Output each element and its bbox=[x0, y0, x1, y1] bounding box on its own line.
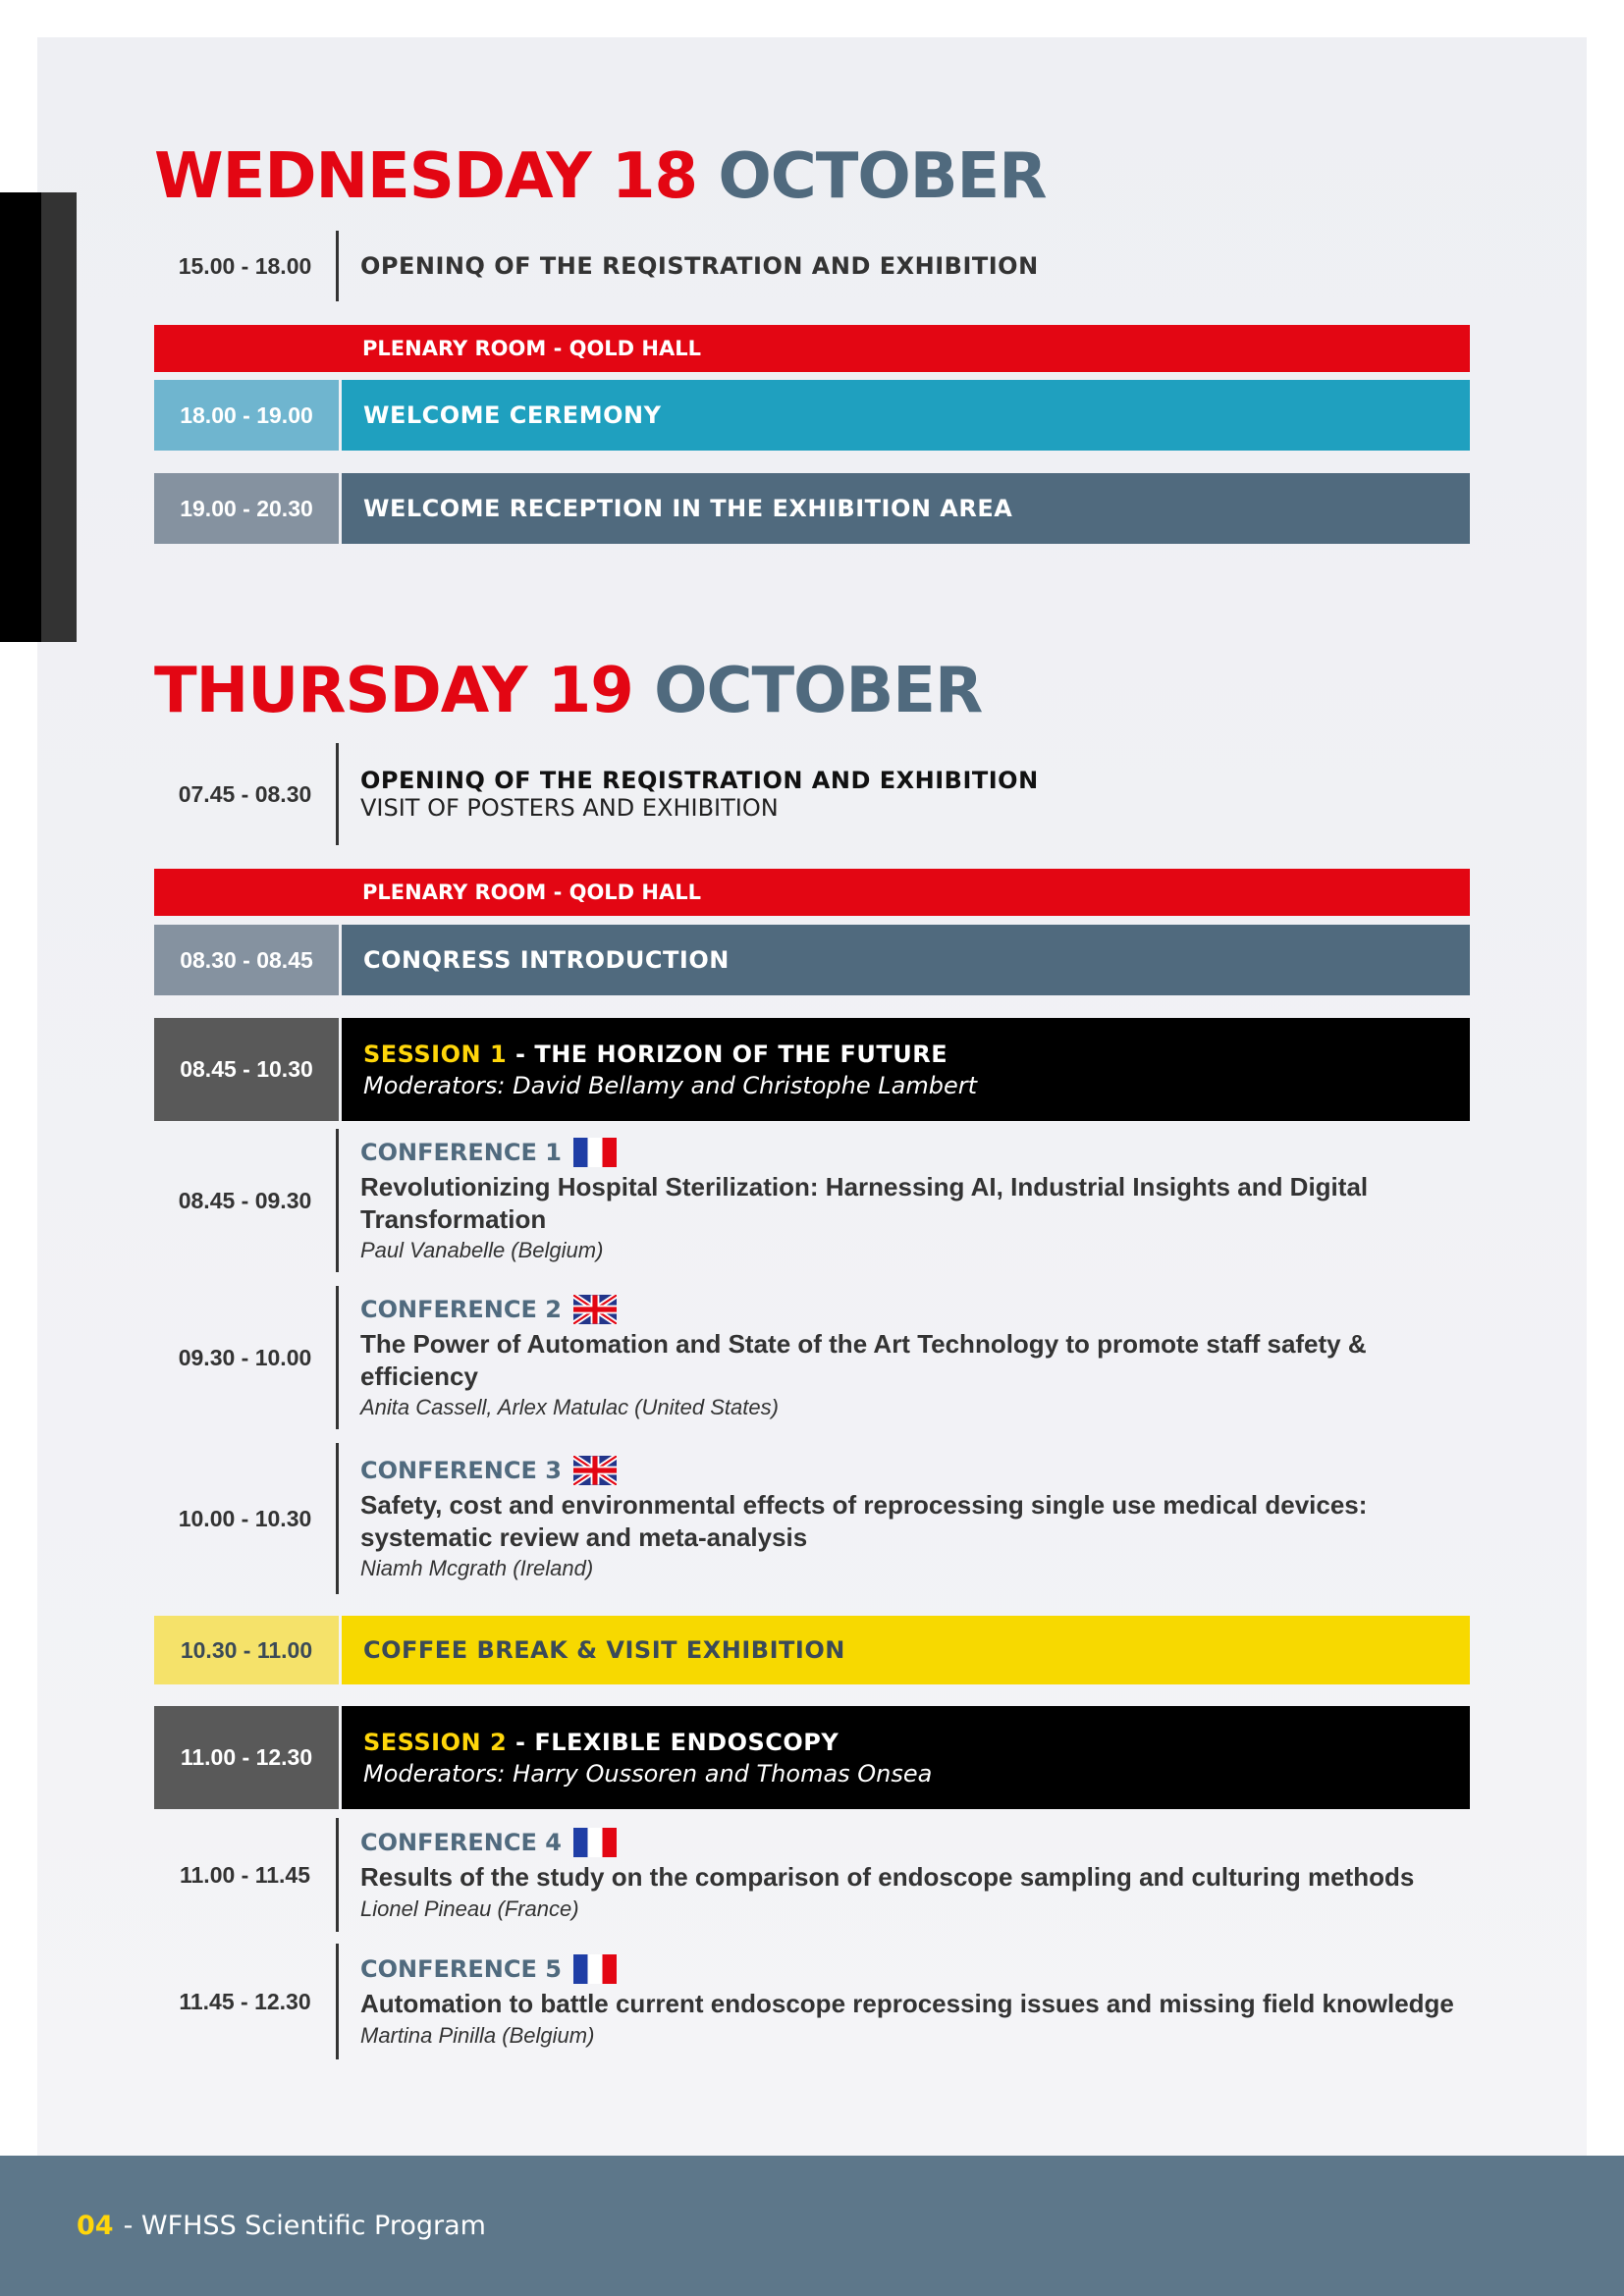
time-slot: 19.00 - 20.30 bbox=[154, 473, 339, 544]
day-month: OCTOBER bbox=[718, 140, 1047, 213]
time-slot: 11.45 - 12.30 bbox=[154, 1944, 339, 2059]
conference-label: CONFERENCE 5 bbox=[360, 1955, 562, 1984]
session-1-header bbox=[154, 1018, 1470, 1121]
session-title: - THE HORIZON OF THE FUTURE bbox=[507, 1040, 948, 1068]
conference-title: The Power of Automation and State of the Art Technology to promote staff safety & efficiency bbox=[360, 1329, 1367, 1391]
agenda-item-opening-thu bbox=[154, 743, 1470, 845]
conference-4 bbox=[154, 1818, 1470, 1932]
item-title: COFFEE BREAK & VISIT EXHIBITION bbox=[363, 1636, 845, 1664]
session-moderators: Moderators: Harry Oussoren and Thomas Onsea bbox=[363, 1759, 933, 1788]
time-slot: 08.45 - 10.30 bbox=[154, 1018, 339, 1121]
time-slot: 09.30 - 10.00 bbox=[154, 1286, 339, 1429]
item-title: WELCOME RECEPTION IN THE EXHIBITION AREA bbox=[363, 495, 1013, 522]
agenda-item-opening-wed bbox=[154, 231, 1470, 301]
time-slot: 10.00 - 10.30 bbox=[154, 1443, 339, 1594]
uk-flag-icon bbox=[573, 1295, 617, 1324]
day-name: WEDNESDAY 18 bbox=[154, 140, 698, 213]
conference-title: Revolutionizing Hospital Sterilization: Harnessing AI, Industrial Insights and Digital Transformation bbox=[360, 1172, 1369, 1234]
conference-title: Safety, cost and environmental effects of reprocessing single use medical devices: systematic review and meta-analysis bbox=[360, 1490, 1368, 1552]
item-subtitle: VISIT OF POSTERS AND EXHIBITION bbox=[360, 794, 779, 822]
conference-speaker: Anita Cassell, Arlex Matulac (United States) bbox=[360, 1395, 779, 1419]
agenda-item-reception bbox=[154, 473, 1470, 544]
conference-title: Automation to battle current endoscope reprocessing issues and missing field knowledge bbox=[360, 1989, 1454, 2019]
day-heading-wednesday bbox=[154, 140, 1047, 213]
day-name: THURSDAY 19 bbox=[154, 655, 633, 727]
time-slot: 08.45 - 09.30 bbox=[154, 1129, 339, 1272]
conference-label: CONFERENCE 2 bbox=[360, 1296, 562, 1323]
time-slot: 08.30 - 08.45 bbox=[154, 925, 339, 995]
conference-2 bbox=[154, 1286, 1470, 1429]
conference-label: CONFERENCE 1 bbox=[360, 1139, 562, 1166]
day-month: OCTOBER bbox=[654, 655, 983, 727]
conference-speaker: Niamh Mcgrath (Ireland) bbox=[360, 1556, 594, 1580]
time-slot: 15.00 - 18.00 bbox=[154, 231, 339, 301]
agenda-item-coffee-break bbox=[154, 1616, 1470, 1684]
conference-label: CONFERENCE 3 bbox=[360, 1457, 562, 1484]
time-slot: 11.00 - 11.45 bbox=[154, 1818, 339, 1932]
item-title: OPENINQ OF THE REQISTRATION AND EXHIBITION bbox=[360, 252, 1039, 280]
page-number: 04 bbox=[77, 2211, 114, 2241]
page-footer bbox=[0, 2156, 1624, 2296]
conference-speaker: Lionel Pineau (France) bbox=[360, 1896, 579, 1921]
footer-title: - WFHSS Scientific Program bbox=[123, 2211, 486, 2241]
conference-title: Results of the study on the comparison of endoscope sampling and culturing methods bbox=[360, 1862, 1415, 1893]
agenda-item-welcome bbox=[154, 380, 1470, 451]
item-title: OPENINQ OF THE REQISTRATION AND EXHIBITION bbox=[360, 767, 1039, 794]
side-tab-marker bbox=[0, 192, 41, 642]
session-2-header bbox=[154, 1706, 1470, 1809]
session-label: SESSION 1 bbox=[363, 1040, 508, 1068]
agenda-item-intro bbox=[154, 925, 1470, 995]
item-title: CONQRESS INTRODUCTION bbox=[363, 946, 730, 974]
time-slot: 07.45 - 08.30 bbox=[154, 743, 339, 845]
conference-speaker: Paul Vanabelle (Belgium) bbox=[360, 1238, 604, 1262]
side-tab-marker-shade bbox=[41, 192, 77, 642]
conference-1 bbox=[154, 1129, 1470, 1272]
conference-speaker: Martina Pinilla (Belgium) bbox=[360, 2022, 595, 2048]
france-flag-icon bbox=[573, 1954, 617, 1984]
uk-flag-icon bbox=[573, 1456, 617, 1485]
room-band-wed: PLENARY ROOM - QOLD HALL bbox=[154, 325, 1470, 372]
france-flag-icon bbox=[573, 1138, 617, 1167]
conference-3 bbox=[154, 1443, 1470, 1594]
session-moderators: Moderators: David Bellamy and Christophe Lambert bbox=[363, 1071, 978, 1099]
room-band-thu: PLENARY ROOM - QOLD HALL bbox=[154, 869, 1470, 916]
time-slot: 10.30 - 11.00 bbox=[154, 1616, 339, 1684]
conference-5 bbox=[154, 1944, 1470, 2059]
time-slot: 11.00 - 12.30 bbox=[154, 1706, 339, 1809]
session-title: - FLEXIBLE ENDOSCOPY bbox=[507, 1728, 839, 1756]
item-title: WELCOME CEREMONY bbox=[363, 401, 662, 429]
session-label: SESSION 2 bbox=[363, 1728, 508, 1756]
time-slot: 18.00 - 19.00 bbox=[154, 380, 339, 451]
day-heading-thursday bbox=[154, 655, 983, 727]
france-flag-icon bbox=[573, 1828, 617, 1857]
conference-label: CONFERENCE 4 bbox=[360, 1829, 562, 1857]
